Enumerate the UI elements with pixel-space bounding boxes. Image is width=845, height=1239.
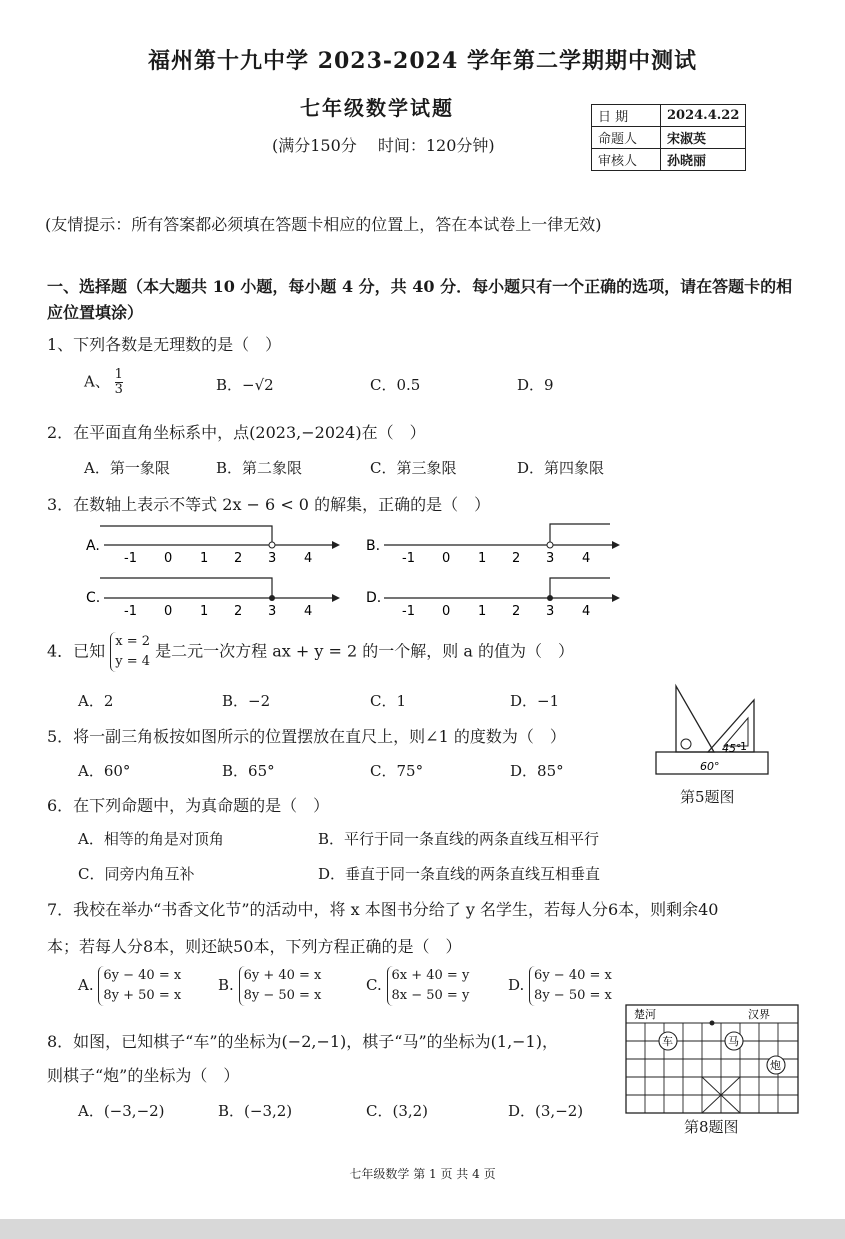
- system-brace: [239, 966, 322, 1006]
- option-label: B.: [218, 976, 234, 994]
- system-brace: [98, 966, 181, 1006]
- q7-option-a: [78, 966, 181, 1006]
- info-value: 宋淑英: [661, 127, 746, 149]
- equation: 8x − 50 = y: [391, 988, 470, 1003]
- q8-option-b: B．(−3,2): [218, 1102, 293, 1120]
- tick-label: 0: [164, 604, 173, 619]
- q3-label-a: A.: [86, 538, 100, 554]
- q8-figure-caption: 第8题图: [684, 1118, 739, 1136]
- q1-option-b: B．−√2: [216, 376, 274, 394]
- q2-stem: 2．在平面直角坐标系中，点(2023,−2024)在（ ）: [47, 423, 426, 442]
- q1-option-d: D．9: [517, 376, 554, 394]
- q1-option-a: [84, 368, 123, 397]
- q5-option-b: B．65°: [222, 762, 275, 780]
- number-line-c: [86, 578, 340, 619]
- number-line-b: [366, 524, 620, 566]
- tick-label: 4: [304, 604, 313, 619]
- q4-post: 是二元一次方程 ax + y = 2 的一个解，则 a 的值为（ ）: [155, 641, 574, 661]
- page-title: 福州第十九中学 2023-2024 学年第二学期期中测试: [148, 48, 697, 74]
- tick-label: 0: [442, 604, 451, 619]
- equation: x = 2: [115, 634, 151, 649]
- number-line-a: [86, 526, 340, 566]
- tick-label: 3: [546, 551, 555, 566]
- tick-label: -1: [124, 551, 137, 566]
- q3-number-lines: [80, 518, 640, 623]
- q6-option-a: A．相等的角是对顶角: [78, 830, 224, 848]
- tick-label: 4: [582, 604, 591, 619]
- q2-option-c: C．第三象限: [370, 459, 457, 477]
- q1-stem: 1、下列各数是无理数的是（ ）: [47, 335, 282, 354]
- tick-label: 2: [234, 551, 243, 566]
- info-key: 命题人: [592, 127, 661, 149]
- q4-option-d: D．−1: [510, 692, 560, 710]
- q8-option-c: C．(3,2): [366, 1102, 429, 1120]
- q8-option-a: A．(−3,−2): [78, 1102, 165, 1120]
- fraction: [115, 368, 123, 397]
- equation: y = 4: [115, 654, 151, 669]
- system-brace: [110, 632, 150, 672]
- river-left-label: 楚河: [634, 1008, 656, 1021]
- page-subtitle: 七年级数学试题: [300, 96, 454, 120]
- q2-option-a: A．第一象限: [84, 459, 170, 477]
- q8-figure: [624, 1003, 800, 1115]
- tick-label: -1: [402, 604, 415, 619]
- system-brace: [529, 966, 612, 1006]
- score-time: (满分150分 时间：120分钟): [272, 136, 495, 155]
- tick-label: 3: [268, 604, 277, 619]
- q7-option-c: [366, 966, 469, 1006]
- q5-option-c: C．75°: [370, 762, 424, 780]
- piece-pao: [767, 1056, 785, 1074]
- q1-option-c: C．0.5: [370, 376, 421, 394]
- q3-label-d: D.: [366, 590, 382, 606]
- tick-label: 1: [478, 604, 487, 619]
- numerator: 1: [114, 367, 123, 382]
- q6-option-c: C．同旁内角互补: [78, 865, 195, 883]
- q5-figure: [654, 682, 774, 778]
- tick-label: 1: [478, 551, 487, 566]
- tick-label: 3: [268, 551, 277, 566]
- equation: 8y + 50 = x: [103, 988, 182, 1003]
- q1-option-a-label: A、: [84, 372, 110, 391]
- tick-label: 2: [512, 604, 521, 619]
- denominator: 3: [114, 382, 123, 397]
- number-line-d: [366, 578, 620, 619]
- tick-label: 0: [164, 551, 173, 566]
- q6-stem: 6．在下列命题中，为真命题的是（ ）: [47, 796, 330, 815]
- q4-option-a: A．2: [78, 692, 114, 710]
- piece-che: [659, 1032, 677, 1050]
- equation: 8y − 50 = x: [534, 988, 612, 1003]
- bottom-bar: [0, 1219, 845, 1239]
- q7-line2: 本；若每人分8本，则还缺50本，下列方程正确的是（ ）: [47, 937, 462, 956]
- q5-stem: 5．将一副三角板按如图所示的位置摆放在直尺上，则∠1 的度数为（ ）: [47, 727, 566, 746]
- piece-pao-label: 炮: [770, 1059, 781, 1072]
- q7-option-b: [218, 966, 321, 1006]
- piece-ma: [725, 1032, 743, 1050]
- section-heading: 一、选择题（本大题共 10 小题，每小题 4 分，共 40 分．每小题只有一个正确的选项，请在答题卡的相应位置填涂）: [47, 277, 793, 322]
- tick-label: 4: [582, 551, 591, 566]
- q3-stem: 3．在数轴上表示不等式 2x − 6 < 0 的解集，正确的是（ ）: [47, 495, 491, 514]
- option-label: A.: [78, 976, 94, 994]
- equation: 6x + 40 = y: [391, 968, 470, 983]
- tick-label: 1: [200, 551, 209, 566]
- tick-label: 1: [200, 604, 209, 619]
- q6-option-d: D．垂直于同一条直线的两条直线互相垂直: [318, 865, 601, 883]
- q8-option-d: D．(3,−2): [508, 1102, 584, 1120]
- option-label: D.: [508, 976, 525, 994]
- info-key: 日 期: [592, 105, 661, 127]
- piece-che-label: 车: [662, 1035, 673, 1048]
- tick-label: 4: [304, 551, 313, 566]
- tick-label: 2: [512, 551, 521, 566]
- q7-option-d: [508, 966, 612, 1006]
- fig-angle-mark: 1: [740, 740, 747, 753]
- tick-label: -1: [402, 551, 415, 566]
- piece-ma-label: 马: [728, 1035, 739, 1048]
- q8-line1: 8．如图，已知棋子“车”的坐标为(−2,−1)，棋子“马”的坐标为(1,−1)，: [47, 1032, 558, 1051]
- q5-figure-caption: 第5题图: [680, 788, 735, 806]
- q5-option-d: D．85°: [510, 762, 564, 780]
- q2-option-d: D．第四象限: [517, 459, 605, 477]
- info-value: 孙晓丽: [661, 149, 746, 171]
- option-label: C.: [366, 976, 382, 994]
- equation: 6y + 40 = x: [243, 968, 322, 983]
- info-value: 2024.4.22: [661, 105, 746, 127]
- river-right-label: 汉界: [748, 1008, 770, 1021]
- info-key: 审核人: [592, 149, 661, 171]
- fig-angle-label: 45°: [722, 742, 742, 755]
- tick-label: -1: [124, 604, 137, 619]
- fig-angle-label: 60°: [700, 760, 720, 773]
- tick-label: 3: [546, 604, 555, 619]
- tick-label: 0: [442, 551, 451, 566]
- page-footer: 七年级数学 第 1 页 共 4 页: [349, 1167, 496, 1181]
- equation: 8y − 50 = x: [243, 988, 322, 1003]
- tick-label: 2: [234, 604, 243, 619]
- info-table: [591, 104, 746, 171]
- system-brace: [387, 966, 470, 1006]
- q2-option-b: B．第二象限: [216, 459, 303, 477]
- q4-pre: 4．已知: [47, 641, 106, 661]
- q4-option-b: B．−2: [222, 692, 271, 710]
- q3-label-c: C.: [86, 590, 101, 606]
- q4-stem: [47, 632, 574, 672]
- q8-line2: 则棋子“炮”的坐标为（ ）: [47, 1066, 240, 1085]
- q6-option-b: B．平行于同一条直线的两条直线互相平行: [318, 830, 600, 848]
- tip: (友情提示：所有答案都必须填在答题卡相应的位置上，答在本试卷上一律无效): [45, 215, 602, 234]
- q5-option-a: A．60°: [78, 762, 131, 780]
- q4-option-c: C．1: [370, 692, 407, 710]
- q7-line1: 7．我校在举办“书香文化节”的活动中，将 x 本图书分给了 y 名学生，若每人分6本，则剩余40: [47, 900, 719, 919]
- equation: 6y − 40 = x: [103, 968, 182, 983]
- equation: 6y − 40 = x: [534, 968, 612, 983]
- q3-label-b: B.: [366, 538, 381, 554]
